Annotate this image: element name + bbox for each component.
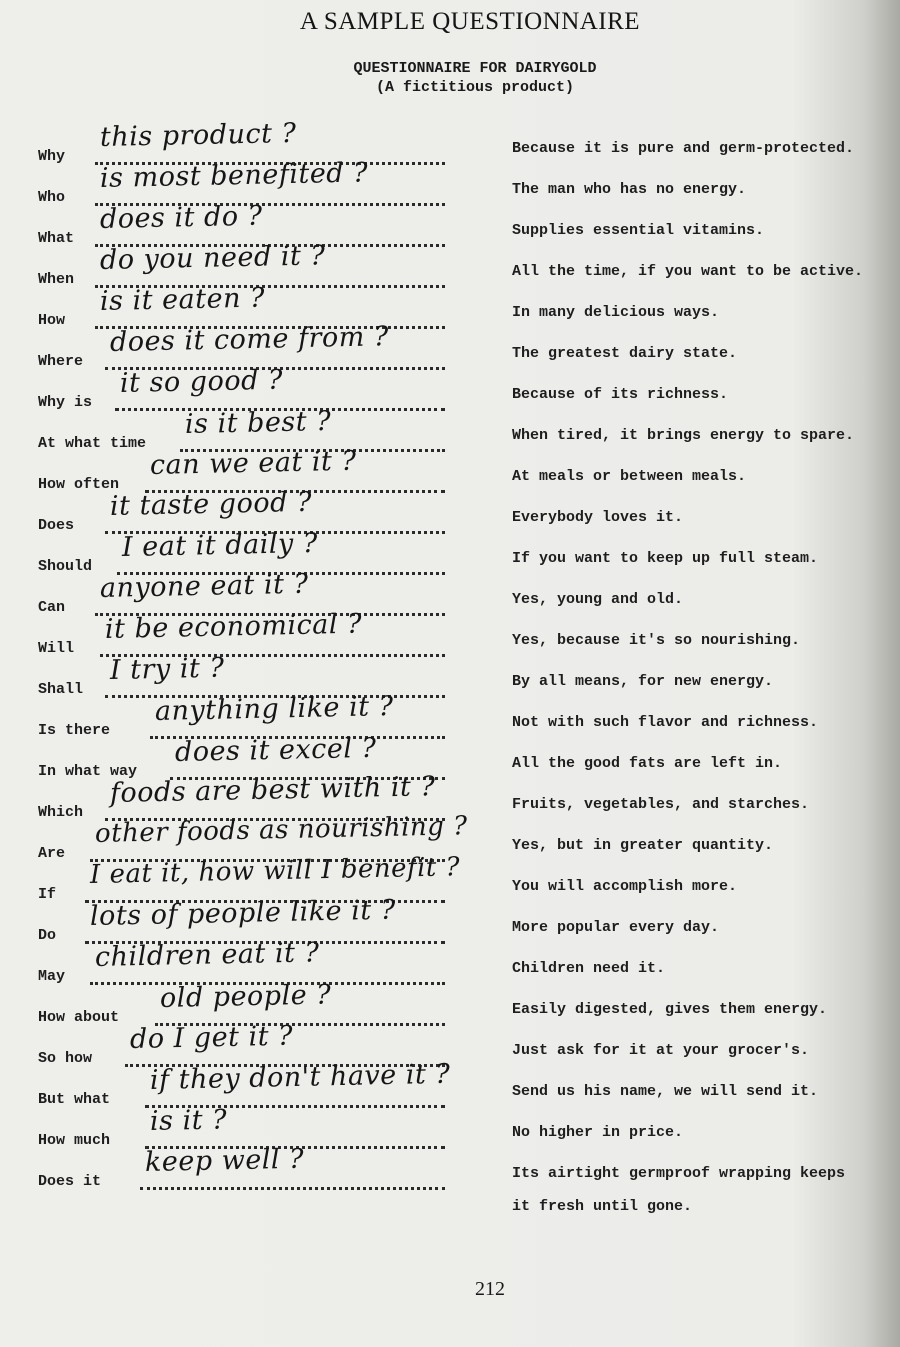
question-label: Does (38, 517, 75, 534)
handwritten-completion: I try it ? (109, 652, 225, 686)
answer-text: If you want to keep up full steam. (512, 550, 819, 567)
answer-text: Yes, but in greater quantity. (512, 837, 774, 854)
handwritten-completion: is it best ? (184, 405, 332, 440)
handwritten-completion: foods are best with it ? (109, 771, 436, 809)
questionnaire-row (0, 691, 900, 744)
question-label: Is there (38, 722, 111, 739)
question-label: Are (38, 845, 66, 862)
answer-text: Its airtight germproof wrapping keeps it fresh until gone. (512, 1165, 846, 1215)
answer-text: All the time, if you want to be active. (512, 263, 864, 280)
answer-text: Everybody loves it. (512, 509, 684, 526)
answer-text: Yes, young and old. (512, 591, 684, 608)
answer-text: By all means, for new energy. (512, 673, 774, 690)
handwritten-completion: is it eaten ? (99, 282, 266, 317)
handwritten-completion: other foods as nourishing ? (94, 811, 468, 849)
question-label: Do (38, 927, 57, 944)
handwritten-completion: does it excel ? (174, 732, 377, 768)
handwritten-completion: old people ? (159, 979, 332, 1014)
questionnaire-row (0, 1104, 900, 1154)
handwritten-completion: I eat it, how will I benefit ? (89, 852, 461, 890)
question-label: Who (38, 189, 66, 206)
handwritten-completion: if they don't have it ? (149, 1058, 451, 1096)
answer-text: More popular every day. (512, 919, 720, 936)
handwritten-completion: this product ? (99, 117, 297, 153)
dotted-blank-line (140, 1187, 445, 1190)
question-label: Why is (38, 394, 93, 411)
running-head: A SAMPLE QUESTIONNAIRE (299, 8, 641, 35)
question-label: But what (38, 1091, 111, 1108)
answer-text: You will accomplish more. (512, 878, 738, 895)
question-label: Does it (38, 1173, 102, 1190)
handwritten-completion: I eat it daily ? (121, 527, 319, 563)
question-label: Which (38, 804, 84, 821)
answer-text: Supplies essential vitamins. (512, 222, 765, 239)
answer-text: Because it is pure and germ-protected. (512, 140, 855, 157)
questionnaire-row (0, 405, 900, 457)
answer-text: No higher in price. (512, 1124, 684, 1141)
questionnaire-row (0, 364, 900, 416)
handwritten-completion: it so good ? (119, 364, 284, 399)
question-label: Can (38, 599, 66, 616)
answer-text: Children need it. (512, 960, 666, 977)
questionnaire-row (0, 937, 900, 990)
answer-text: Yes, because it's so nourishing. (512, 632, 801, 649)
question-label: So how (38, 1050, 93, 1067)
handwritten-completion: do I get it ? (129, 1020, 294, 1055)
handwritten-completion: it taste good ? (109, 486, 313, 522)
question-label: How (38, 312, 66, 329)
handwritten-completion: does it do ? (99, 200, 263, 235)
question-label: Should (38, 558, 93, 575)
handwritten-completion: does it come from ? (109, 321, 390, 358)
answer-text: In many delicious ways. (512, 304, 720, 321)
question-label: If (38, 886, 57, 903)
questionnaire-row (0, 1143, 900, 1215)
answer-text: The greatest dairy state. (512, 345, 738, 362)
handwritten-completion: children eat it ? (94, 937, 320, 973)
answer-text: Send us his name, we will send it. (512, 1083, 819, 1100)
handwritten-completion: anything like it ? (154, 691, 394, 727)
questionnaire-row (0, 652, 900, 703)
handwritten-completion: do you need it ? (99, 240, 326, 276)
page-number: 212 (475, 1278, 505, 1300)
handwritten-completion: anyone eat it ? (99, 568, 309, 604)
question-label: In what way (38, 763, 138, 780)
handwritten-completion: can we eat it ? (149, 445, 357, 481)
handwritten-completion: it be economical ? (104, 608, 363, 645)
answer-text: Fruits, vegetables, and starches. (512, 796, 810, 813)
answer-text: Easily digested, gives them energy. (512, 1001, 828, 1018)
question-label: Where (38, 353, 84, 370)
answer-text: When tired, it brings energy to spare. (512, 427, 855, 444)
question-label: May (38, 968, 66, 985)
answer-text: At meals or between meals. (512, 468, 747, 485)
handwritten-completion: lots of people like it ? (89, 894, 397, 932)
question-label: Shall (38, 681, 84, 698)
question-label: When (38, 271, 75, 288)
question-label: Why (38, 148, 66, 165)
handwritten-completion: is it ? (149, 1104, 228, 1137)
question-label: How about (38, 1009, 120, 1026)
answer-text: Because of its richness. (512, 386, 729, 403)
question-label: How much (38, 1132, 111, 1149)
answer-text: Just ask for it at your grocer's. (512, 1042, 810, 1059)
question-label: How often (38, 476, 120, 493)
answer-text: All the good fats are left in. (512, 755, 783, 772)
question-label: Will (38, 640, 75, 657)
answer-text: The man who has no energy. (512, 181, 747, 198)
title-line-1: QUESTIONNAIRE FOR DAIRYGOLD (353, 60, 597, 77)
handwritten-completion: is most benefited ? (99, 157, 369, 194)
question-label: What (38, 230, 75, 247)
handwritten-completion: keep well ? (144, 1143, 305, 1178)
title-line-2: (A fictitious product) (375, 78, 575, 96)
question-label: At what time (38, 435, 147, 452)
answer-text: Not with such flavor and richness. (512, 714, 819, 731)
